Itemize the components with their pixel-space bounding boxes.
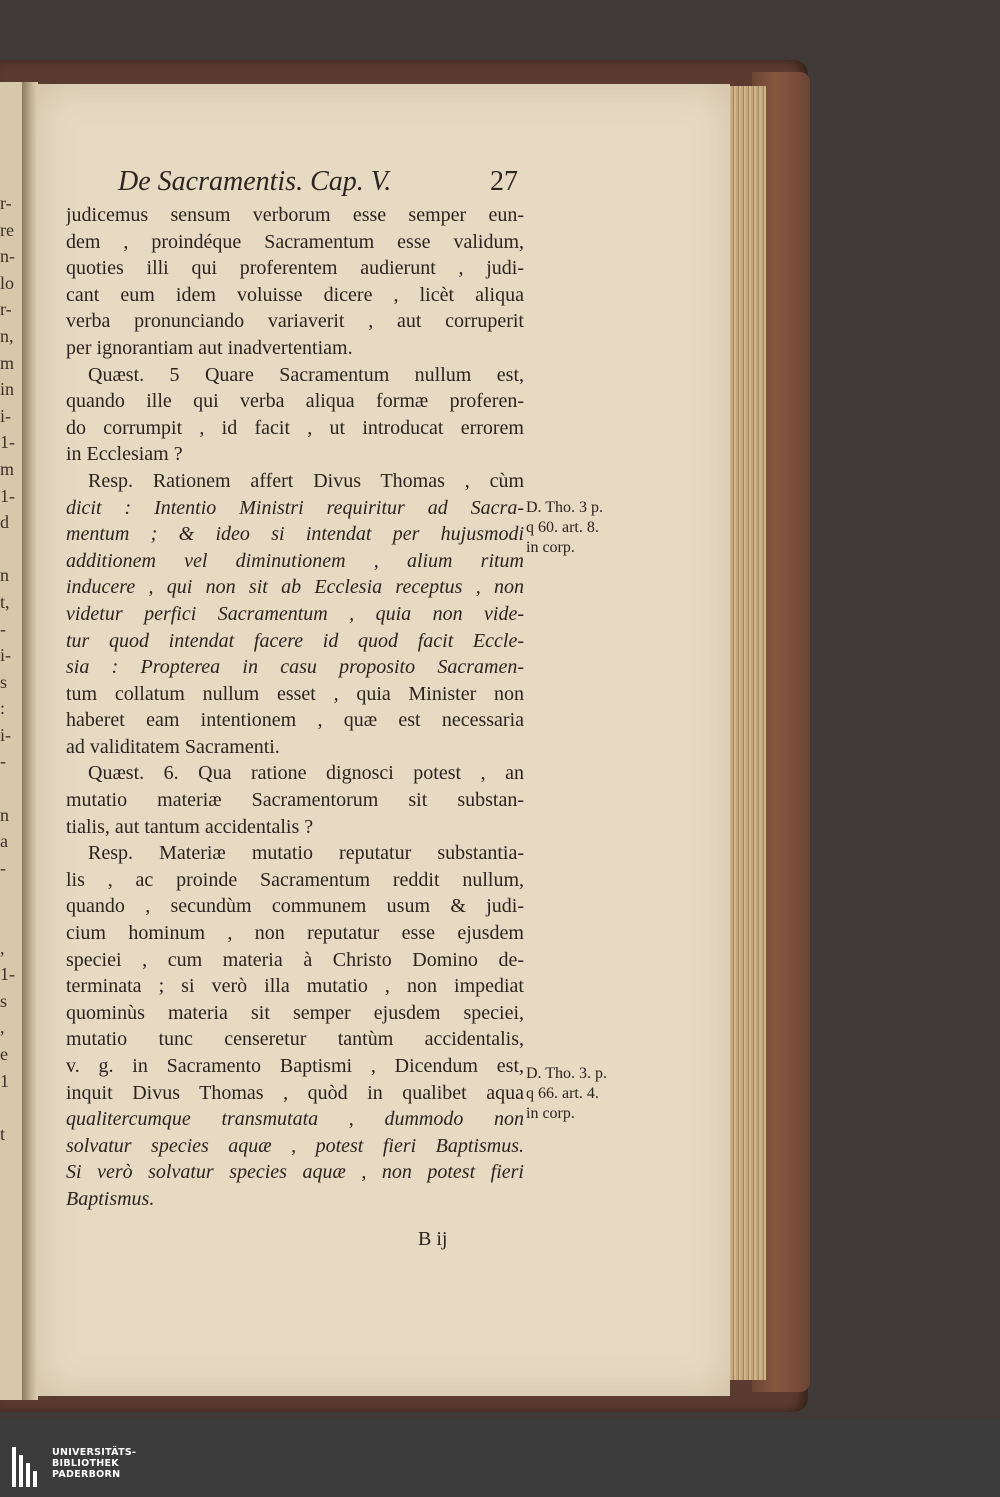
- text-line: v. g. in Sacramento Baptismi , Dicendum est,: [66, 1055, 524, 1077]
- text-line: Baptismus.: [66, 1187, 155, 1210]
- text-line: additionem vel diminutionem , alium ritum: [66, 549, 524, 572]
- text-line: qualitercumque transmutata , dummodo non: [66, 1108, 524, 1131]
- margin-note-1: [526, 498, 656, 558]
- text-line: ad validitatem Sacramenti.: [66, 735, 280, 758]
- facing-page-fragment: ,: [0, 1017, 5, 1038]
- text-line: mutatio tunc censeretur tantùm accidentalis,: [66, 1028, 524, 1051]
- margin-note-line: D. Tho. 3 p.: [526, 499, 604, 516]
- text-line: per ignorantiam aut inadvertentiam.: [66, 336, 353, 359]
- text-line: Resp. Rationem affert Divus Thomas , cùm: [88, 469, 524, 492]
- text-line: dicit : Intentio Ministri requiritur ad Sacra-: [66, 496, 524, 519]
- facing-page-fragment: 1-: [0, 964, 15, 985]
- facing-page-fragment: [0, 536, 22, 563]
- margin-note-line: q 60. art. 8.: [526, 519, 599, 536]
- text-line: tialis, aut tantum accidentalis ?: [66, 815, 314, 838]
- facing-page-fragment: t: [0, 1123, 6, 1144]
- text-line: terminata ; si verò illa mutatio , non impediat: [66, 975, 524, 998]
- page-number: 27: [490, 166, 518, 197]
- facing-page-fragment: m: [0, 458, 15, 479]
- signature-mark: B ij: [418, 1228, 448, 1250]
- text-line: Resp. Materiæ mutatio reputatur substantia-: [88, 842, 524, 865]
- facing-page-fragment: [0, 1094, 22, 1121]
- facing-page-fragment: [0, 908, 22, 935]
- facing-page-fragment: [0, 775, 22, 802]
- text-line: solvatur species aquæ , potest fieri Baptismus.: [66, 1134, 524, 1157]
- running-title: De Sacramentis. Cap. V.: [118, 166, 392, 197]
- text-line: quominùs materia sit semper ejusdem speciei,: [66, 1001, 524, 1024]
- page-fore-edge: [726, 86, 766, 1380]
- facing-page-fragment: n: [0, 565, 9, 586]
- facing-page-fragment: 1-: [0, 485, 15, 506]
- body-text: [66, 202, 524, 1213]
- text-line: quoties illi qui proferentem audierunt , judi-: [66, 257, 524, 280]
- facing-page-fragment: r-: [0, 299, 12, 320]
- facing-page-fragment: ,: [0, 937, 5, 958]
- facing-page-fragment: d: [0, 512, 9, 533]
- facing-page-text-fragments: [0, 190, 22, 1147]
- text-line: inducere , qui non sit ab Ecclesia receptus , non: [66, 576, 524, 599]
- facing-page-fragment: lo: [0, 272, 15, 293]
- text-line: verba pronunciando variaverit , aut corruperit: [66, 310, 524, 333]
- text-line: speciei , cum materia à Christo Domino de-: [66, 948, 524, 971]
- text-line: judicemus sensum verborum esse semper eun-: [66, 204, 524, 226]
- facing-page-fragment: i-: [0, 405, 11, 426]
- page-header: [118, 166, 518, 200]
- facing-page-fragment: n: [0, 804, 9, 825]
- library-logo-icon: [12, 1447, 42, 1487]
- facing-page-fragment: -: [0, 857, 6, 878]
- text-line: sia : Propterea in casu proposito Sacramen-: [66, 656, 524, 679]
- facing-page-fragment: [0, 881, 22, 908]
- text-line: tur quod intendat facere id quod facit Eccle-: [66, 629, 524, 652]
- text-line: cium hominum , non reputatur esse ejusdem: [66, 922, 524, 945]
- facing-page-fragment: s: [0, 671, 8, 692]
- margin-note-line: D. Tho. 3. p.: [526, 1065, 608, 1082]
- text-line: videtur perfici Sacramentum , quia non vide-: [66, 602, 524, 625]
- library-name-line: PADERBORN: [52, 1469, 121, 1480]
- text-line: mentum ; & ideo si intendat per hujusmodi: [66, 523, 524, 546]
- text-line: quando ille qui verba aliqua formæ proferen-: [66, 390, 524, 413]
- facing-page-fragment: a: [0, 831, 8, 852]
- facing-page-fragment: s: [0, 990, 8, 1011]
- facing-page-fragment: re: [0, 219, 14, 240]
- margin-note-2: [526, 1064, 656, 1124]
- facing-page-fragment: e: [0, 1044, 8, 1064]
- facing-page-fragment: r-: [0, 193, 12, 213]
- text-line: dem , proindéque Sacramentum esse validum,: [66, 230, 524, 253]
- text-line: haberet eam intentionem , quæ est necessaria: [66, 709, 524, 732]
- library-name-line: BIBLIOTHEK: [52, 1458, 119, 1469]
- margin-note-line: in corp.: [526, 1105, 575, 1122]
- text-line: Si verò solvatur species aquæ , non potest fieri: [66, 1161, 524, 1184]
- text-line: Quæst. 6. Qua ratione dignosci potest , an: [88, 762, 524, 785]
- facing-page-fragment: in: [0, 379, 15, 400]
- text-line: tum collatum nullum esset , quia Minister non: [66, 682, 524, 705]
- library-name-line: UNIVERSITÄTS-: [52, 1447, 137, 1458]
- margin-note-line: in corp.: [526, 539, 575, 556]
- text-line: Quæst. 5 Quare Sacramentum nullum est,: [88, 363, 524, 386]
- library-name: [52, 1447, 136, 1480]
- text-line: in Ecclesiam ?: [66, 443, 183, 466]
- facing-page-fragment: 1-: [0, 432, 15, 453]
- text-line: cant eum idem voluisse dicere , licèt aliqua: [66, 283, 524, 306]
- text-line: lis , ac proinde Sacramentum reddit nullum,: [66, 868, 524, 891]
- facing-page-fragment: n-: [0, 246, 15, 267]
- facing-page-fragment: m: [0, 352, 15, 373]
- facing-page-fragment: t,: [0, 591, 10, 612]
- facing-page-fragment: i-: [0, 724, 11, 745]
- facing-page-fragment: i-: [0, 645, 11, 666]
- text-line: do corrumpit , id facit , ut introducat errorem: [66, 416, 524, 439]
- footer-bar: [0, 1418, 1000, 1497]
- facing-page-fragment: -: [0, 751, 6, 772]
- text-line: mutatio materiæ Sacramentorum sit substan-: [66, 789, 524, 812]
- facing-page-fragment: 1: [0, 1070, 9, 1091]
- text-line: quando , secundùm communem usum & judi-: [66, 895, 524, 918]
- facing-page-fragment: :: [0, 698, 6, 719]
- facing-page-fragment: -: [0, 618, 6, 639]
- text-line: inquit Divus Thomas , quòd in qualibet aqua: [66, 1081, 524, 1104]
- facing-page-fragment: n,: [0, 325, 14, 346]
- margin-note-line: q 66. art. 4.: [526, 1085, 599, 1102]
